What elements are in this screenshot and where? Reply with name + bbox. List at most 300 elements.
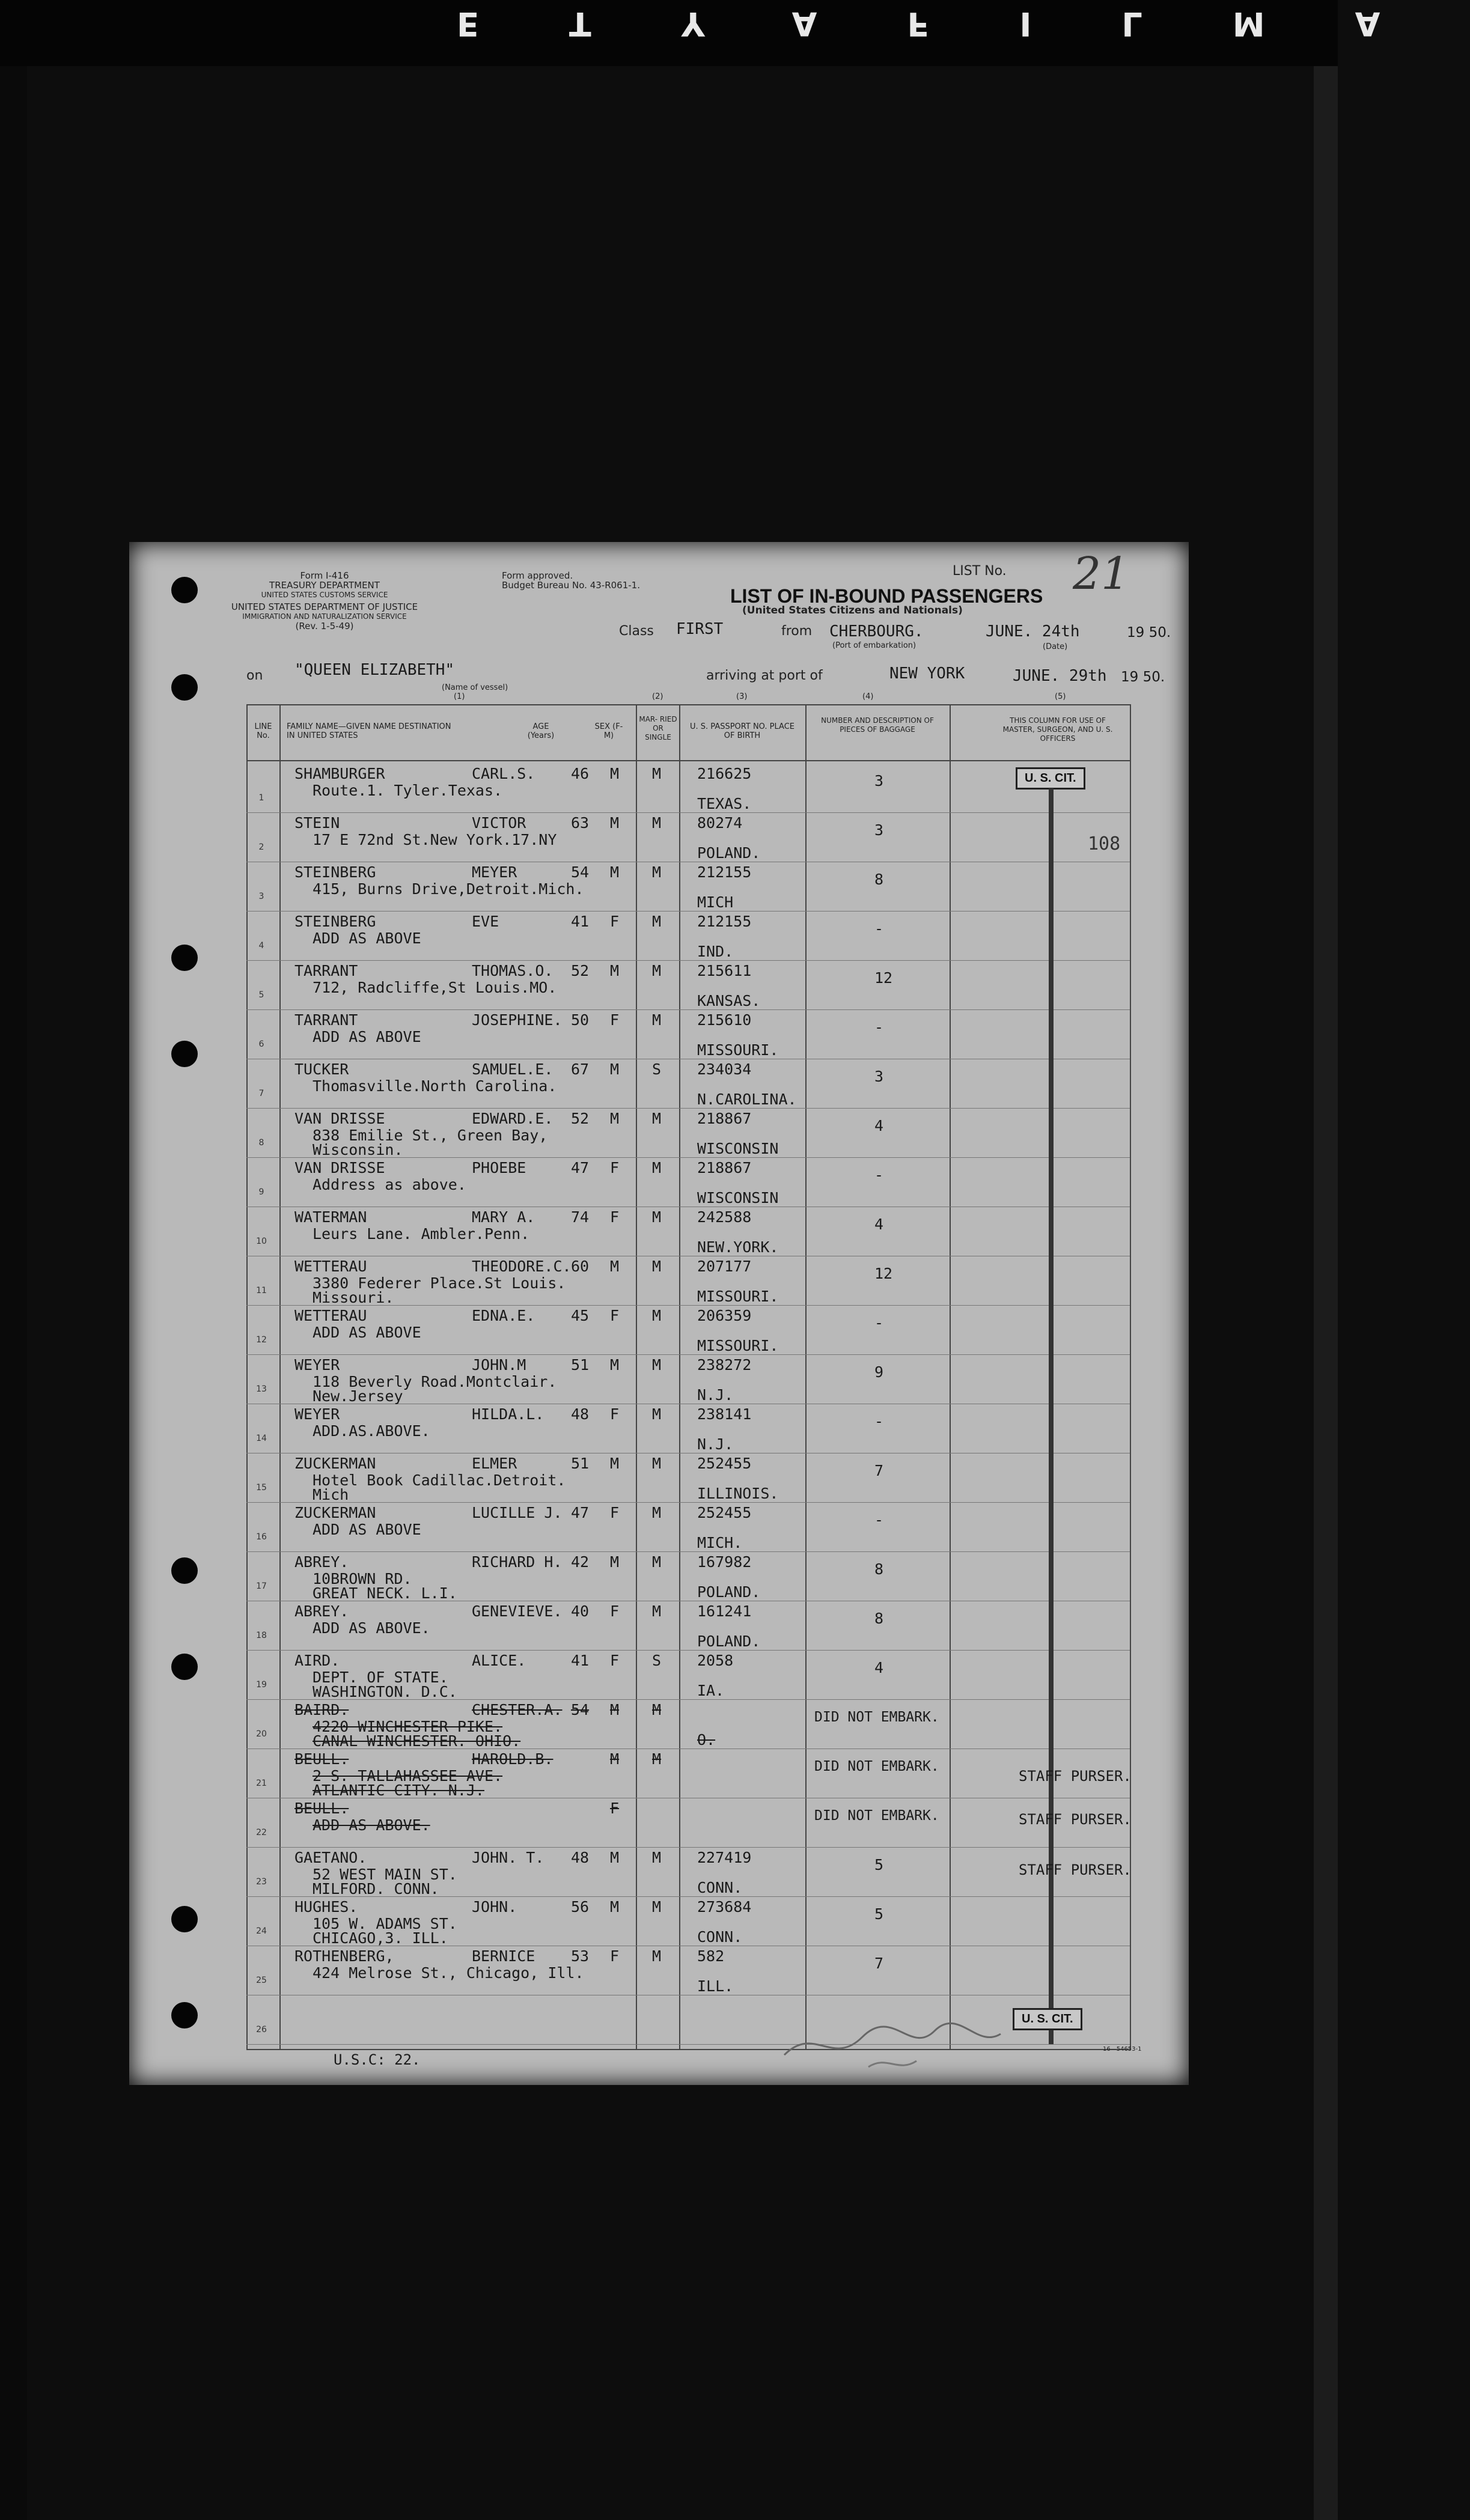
sex: F: [610, 913, 620, 930]
sex: F: [610, 1011, 620, 1029]
age: 47: [571, 1504, 590, 1521]
given-name: THOMAS.O.: [472, 962, 554, 979]
place-of-birth: ILLINOIS.: [697, 1485, 779, 1502]
destination-address-2: GREAT NECK. L.I.: [313, 1584, 457, 1602]
family-name: BAIRD.: [294, 1701, 349, 1718]
age: 51: [571, 1356, 590, 1374]
destination-address: ADD AS ABOVE: [313, 1521, 421, 1538]
destination-address: ADD AS ABOVE.: [313, 1816, 430, 1834]
marital-status: M: [652, 1258, 662, 1275]
marital-status: M: [652, 962, 662, 979]
destination-address: 3380 Federer Place.St Louis.: [313, 1274, 566, 1292]
age: 48: [571, 1405, 590, 1423]
family-name: VAN DRISSE: [294, 1110, 385, 1127]
marital-status: M: [652, 1701, 662, 1718]
us-citizen-stamp-top: U. S. CIT.: [1016, 767, 1085, 790]
sex: F: [610, 1947, 620, 1965]
given-name: ELMER: [472, 1455, 517, 1472]
baggage-count: DID NOT EMBARK.: [814, 1709, 939, 1725]
place-of-birth: N.CAROLINA.: [697, 1091, 797, 1108]
line-number: 2: [258, 842, 264, 852]
ins-service: IMMIGRATION AND NATURALIZATION SERVICE: [242, 612, 407, 621]
line-number: 16: [256, 1532, 267, 1542]
family-name: BEULL.: [294, 1750, 349, 1768]
marital-status: M: [652, 1110, 662, 1127]
passport-number: 212155: [697, 863, 752, 881]
col-num-5: (5): [1055, 692, 1066, 701]
line-number: 8: [258, 1138, 264, 1148]
family-name: ABREY.: [294, 1602, 349, 1620]
staff-purser-2: STAFF PURSER.: [1019, 1811, 1132, 1828]
departure-year: 19 50.: [1127, 625, 1171, 641]
destination-address-2: Wisconsin.: [313, 1141, 403, 1158]
marital-status: M: [652, 1405, 662, 1423]
destination-address: 4220 WINCHESTER PIKE.: [313, 1718, 503, 1735]
passport-number: 252455: [697, 1455, 752, 1472]
given-name: CHESTER.A.: [472, 1701, 563, 1718]
destination-address: 17 E 72nd St.New York.17.NY: [313, 831, 557, 848]
sex: F: [610, 1405, 620, 1423]
sex: M: [610, 765, 620, 782]
col-num-1: (1): [454, 692, 465, 701]
punch-hole: [171, 577, 198, 603]
baggage-count: -: [874, 1511, 884, 1529]
marital-status: M: [652, 1208, 662, 1226]
place-of-birth: POLAND.: [697, 1633, 761, 1650]
col-divider: [246, 704, 248, 2050]
embark-port: CHERBOURG.: [829, 622, 924, 641]
place-of-birth: N.J.: [697, 1435, 734, 1453]
passport-number: 582: [697, 1947, 725, 1965]
header-age: AGE (Years): [527, 722, 555, 740]
punch-hole: [171, 674, 198, 701]
passenger-count: 108: [1088, 833, 1121, 854]
line-number: 20: [256, 1729, 267, 1739]
arrival-date: JUNE. 29th: [1013, 667, 1107, 685]
place-of-birth: ILL.: [697, 1977, 734, 1995]
given-name: CARL.S.: [472, 765, 535, 782]
form-subtitle: (United States Citizens and Nationals): [742, 604, 963, 616]
baggage-count: 4: [874, 1117, 884, 1134]
header-passport: U. S. PASSPORT NO. PLACE OF BIRTH: [690, 722, 794, 740]
destination-address: ADD AS ABOVE: [313, 930, 421, 947]
citizen-bracket-line: [1049, 788, 1054, 2044]
family-name: BEULL.: [294, 1800, 349, 1817]
destination-address: Hotel Book Cadillac.Detroit.: [313, 1472, 566, 1489]
sex: F: [610, 1602, 620, 1620]
baggage-count: -: [874, 1018, 884, 1036]
sex: M: [610, 1258, 620, 1275]
given-name: LUCILLE J.: [472, 1504, 563, 1521]
passport-number: 80274: [697, 814, 743, 832]
age: 51: [571, 1455, 590, 1472]
list-no-label: LIST No.: [953, 564, 1007, 579]
given-name: JOHN. T.: [472, 1849, 544, 1866]
film-header-band: [0, 0, 1470, 66]
row-rule: [246, 960, 1130, 961]
given-name: RICHARD H.: [472, 1553, 563, 1571]
place-of-birth: MISSOURI.: [697, 1041, 779, 1059]
row-rule: [246, 1354, 1130, 1355]
marital-status: M: [652, 1898, 662, 1916]
line-number: 21: [256, 1779, 267, 1788]
destination-address-2: Mich: [313, 1486, 349, 1503]
line-number: 18: [256, 1631, 267, 1640]
place-of-birth: O.: [697, 1731, 716, 1748]
col-divider: [805, 704, 807, 2050]
given-name: EDWARD.E.: [472, 1110, 554, 1127]
family-name: WETTERAU: [294, 1307, 367, 1324]
sex: M: [610, 1750, 620, 1768]
justice-dept: UNITED STATES DEPARTMENT OF JUSTICE: [231, 601, 418, 612]
age: 52: [571, 1110, 590, 1127]
col-num-4: (4): [862, 692, 874, 701]
destination-address: ADD AS ABOVE.: [313, 1619, 430, 1637]
col-divider: [279, 704, 281, 2050]
place-of-birth: TEXAS.: [697, 795, 752, 812]
given-name: JOSEPHINE.: [472, 1011, 563, 1029]
family-name: ZUCKERMAN: [294, 1455, 376, 1472]
passport-number: 212155: [697, 913, 752, 930]
age: 52: [571, 962, 590, 979]
family-name: STEINBERG: [294, 913, 376, 930]
destination-address: Thomasville.North Carolina.: [313, 1077, 557, 1095]
line-number: 19: [256, 1680, 267, 1690]
family-name: VAN DRISSE: [294, 1159, 385, 1176]
line-number: 11: [256, 1286, 267, 1295]
place-of-birth: IA.: [697, 1682, 725, 1699]
family-name: ROTHENBERG,: [294, 1947, 394, 1965]
baggage-count: 8: [874, 1610, 884, 1627]
line-number: 4: [258, 941, 264, 951]
baggage-count: 7: [874, 1955, 884, 1972]
col-num-3: (3): [736, 692, 748, 701]
form-title: LIST OF IN-BOUND PASSENGERS: [730, 585, 1043, 607]
baggage-count: 5: [874, 1905, 884, 1923]
place-of-birth: MICH: [697, 893, 734, 911]
row-rule: [246, 1847, 1130, 1848]
place-of-birth: IND.: [697, 943, 734, 960]
destination-address: 52 WEST MAIN ST.: [313, 1866, 457, 1883]
line-number: 23: [256, 1877, 267, 1887]
passport-number: 207177: [697, 1258, 752, 1275]
marital-status: M: [652, 1159, 662, 1176]
arriving-label: arriving at port of: [706, 668, 823, 683]
line-number: 26: [256, 2025, 267, 2035]
given-name: GENEVIEVE.: [472, 1602, 563, 1620]
age: 67: [571, 1061, 590, 1078]
header-baggage: NUMBER AND DESCRIPTION OF PIECES OF BAGGAGE: [821, 716, 934, 734]
sex: F: [610, 1307, 620, 1324]
punch-hole: [171, 1041, 198, 1067]
age: 50: [571, 1011, 590, 1029]
punch-hole: [171, 1654, 198, 1680]
sex: F: [610, 1504, 620, 1521]
given-name: JOHN.M: [472, 1356, 526, 1374]
destination-address: 415, Burns Drive,Detroit.Mich.: [313, 880, 584, 898]
destination-address: DEPT. OF STATE.: [313, 1669, 448, 1686]
class-value: FIRST: [676, 620, 724, 638]
sex: M: [610, 814, 620, 832]
age: 53: [571, 1947, 590, 1965]
family-name: WEYER: [294, 1405, 340, 1423]
family-name: SHAMBURGER: [294, 765, 385, 782]
passport-number: 252455: [697, 1504, 752, 1521]
given-name: SAMUEL.E.: [472, 1061, 554, 1078]
baggage-count: 8: [874, 871, 884, 888]
given-name: MEYER: [472, 863, 517, 881]
line-number: 17: [256, 1581, 267, 1591]
baggage-count: 4: [874, 1659, 884, 1676]
sex: M: [610, 1701, 620, 1718]
sex: M: [610, 962, 620, 979]
destination-address: ADD AS ABOVE: [313, 1028, 421, 1045]
footer-usc: U.S.C: 22.: [334, 2051, 421, 2068]
place-of-birth: MISSOURI.: [697, 1288, 779, 1305]
header-line-no: LINE No.: [254, 722, 272, 740]
baggage-count: -: [874, 920, 884, 937]
baggage-count: 3: [874, 1068, 884, 1085]
destination-address: ADD AS ABOVE: [313, 1324, 421, 1341]
family-name: GAETANO.: [294, 1849, 367, 1866]
punch-hole: [171, 2002, 198, 2028]
baggage-count: -: [874, 1166, 884, 1184]
destination-address: 2 S. TALLAHASSEE AVE.: [313, 1767, 503, 1785]
age: 40: [571, 1602, 590, 1620]
line-number: 10: [256, 1237, 267, 1246]
row-rule: [246, 1650, 1130, 1651]
line-number: 6: [258, 1039, 264, 1049]
passport-number: 167982: [697, 1553, 752, 1571]
destination-address: 712, Radcliffe,St Louis.MO.: [313, 979, 557, 996]
date-caption: (Date): [1043, 642, 1068, 651]
family-name: ZUCKERMAN: [294, 1504, 376, 1521]
row-rule: [246, 911, 1130, 912]
passport-number: 2058: [697, 1652, 734, 1669]
marital-status: M: [652, 1750, 662, 1768]
sex: F: [610, 1652, 620, 1669]
punch-hole: [171, 1557, 198, 1584]
punch-hole: [171, 1906, 198, 1932]
header-sex: SEX (F-M): [594, 722, 623, 740]
passport-number: 218867: [697, 1110, 752, 1127]
destination-address-2: WASHINGTON. D.C.: [313, 1683, 457, 1700]
line-number: 5: [258, 990, 264, 1000]
baggage-count: -: [874, 1413, 884, 1430]
age: 74: [571, 1208, 590, 1226]
destination-address: Route.1. Tyler.Texas.: [313, 782, 503, 799]
staff-purser-3: STAFF PURSER.: [1019, 1861, 1132, 1878]
age: 60: [571, 1258, 590, 1275]
baggage-count: 7: [874, 1462, 884, 1479]
line-number: 14: [256, 1434, 267, 1443]
film-edge-right: [1314, 0, 1338, 2520]
line-number: 24: [256, 1926, 267, 1936]
baggage-count: 12: [874, 969, 893, 987]
age: 48: [571, 1849, 590, 1866]
header-bottom-rule: [246, 760, 1130, 761]
marital-status: M: [652, 913, 662, 930]
destination-address: 10BROWN RD.: [313, 1570, 412, 1587]
vessel-caption: (Name of vessel): [442, 683, 508, 692]
sex: M: [610, 1455, 620, 1472]
age: 63: [571, 814, 590, 832]
passport-number: 161241: [697, 1602, 752, 1620]
film-header-text: ETYAFILMA: [457, 5, 1470, 43]
row-rule: [246, 1551, 1130, 1552]
marital-status: M: [652, 863, 662, 881]
row-rule: [246, 812, 1130, 813]
vessel-name: "QUEEN ELIZABETH": [294, 661, 455, 679]
col-divider: [1130, 704, 1131, 2050]
treasury-dept: TREASURY DEPARTMENT: [269, 580, 380, 591]
destination-address: 838 Emilie St., Green Bay,: [313, 1127, 548, 1144]
given-name: HAROLD.B.: [472, 1750, 554, 1768]
footer-form-code: 16—54653-1: [1103, 2046, 1142, 2053]
passport-number: 238141: [697, 1405, 752, 1423]
header-married: MAR- RIED OR SINGLE: [639, 715, 677, 741]
officer-signature: [778, 2013, 1007, 2079]
place-of-birth: POLAND.: [697, 844, 761, 862]
line-number: 25: [256, 1976, 267, 1985]
sex: M: [610, 1898, 620, 1916]
family-name: AIRD.: [294, 1652, 340, 1669]
passport-number: 227419: [697, 1849, 752, 1866]
place-of-birth: WISCONSIN: [697, 1140, 779, 1157]
sex: M: [610, 863, 620, 881]
place-of-birth: MISSOURI.: [697, 1337, 779, 1354]
family-name: WETTERAU: [294, 1258, 367, 1275]
sex: F: [610, 1208, 620, 1226]
given-name: THEODORE.C.: [472, 1258, 572, 1275]
form-revision: (Rev. 1-5-49): [295, 621, 354, 632]
line-number: 15: [256, 1483, 267, 1493]
place-of-birth: POLAND.: [697, 1583, 761, 1601]
arrival-year: 19 50.: [1121, 669, 1165, 685]
passport-number: 234034: [697, 1061, 752, 1078]
given-name: JOHN.: [472, 1898, 517, 1916]
col-divider: [679, 704, 680, 2050]
baggage-count: 12: [874, 1265, 893, 1282]
destination-address: 105 W. ADAMS ST.: [313, 1915, 457, 1932]
marital-status: M: [652, 1356, 662, 1374]
age: 41: [571, 1652, 590, 1669]
col-divider: [636, 704, 637, 2050]
age: 54: [571, 1701, 590, 1718]
sex: M: [610, 1553, 620, 1571]
line-number: 1: [258, 793, 264, 803]
family-name: TUCKER: [294, 1061, 349, 1078]
punch-hole: [171, 945, 198, 971]
row-rule: [246, 1502, 1130, 1503]
place-of-birth: KANSAS.: [697, 992, 761, 1009]
marital-status: M: [652, 1602, 662, 1620]
destination-address-2: MILFORD. CONN.: [313, 1880, 439, 1898]
marital-status: M: [652, 1849, 662, 1866]
passport-number: 273684: [697, 1898, 752, 1916]
marital-status: M: [652, 765, 662, 782]
passport-number: 216625: [697, 765, 752, 782]
passport-number: 218867: [697, 1159, 752, 1176]
us-citizen-stamp-bottom: U. S. CIT.: [1013, 2008, 1082, 2030]
header-name: FAMILY NAME—GIVEN NAME DESTINATION IN UNITED STATES: [287, 722, 451, 740]
place-of-birth: MICH.: [697, 1534, 743, 1551]
destination-address-2: CANAL WINCHESTER. OHIO.: [313, 1732, 521, 1750]
line-number: 3: [258, 892, 264, 901]
marital-status: M: [652, 1011, 662, 1029]
given-name: EDNA.E.: [472, 1307, 535, 1324]
form-approved: Form approved.: [502, 570, 573, 581]
marital-status: M: [652, 1455, 662, 1472]
age: 45: [571, 1307, 590, 1324]
place-of-birth: N.J.: [697, 1386, 734, 1404]
marital-status: M: [652, 1504, 662, 1521]
port-caption: (Port of embarkation): [832, 641, 916, 650]
age: 46: [571, 765, 590, 782]
staff-purser-1: STAFF PURSER.: [1019, 1768, 1132, 1785]
passport-number: 238272: [697, 1356, 752, 1374]
baggage-count: 3: [874, 772, 884, 790]
place-of-birth: CONN.: [697, 1879, 743, 1896]
baggage-count: 9: [874, 1363, 884, 1381]
baggage-count: 3: [874, 821, 884, 839]
destination-address: Address as above.: [313, 1176, 466, 1193]
age: 47: [571, 1159, 590, 1176]
marital-status: S: [652, 1652, 662, 1669]
line-number: 13: [256, 1384, 267, 1394]
family-name: STEINBERG: [294, 863, 376, 881]
family-name: STEIN: [294, 814, 340, 832]
sex: M: [610, 1061, 620, 1078]
family-name: WEYER: [294, 1356, 340, 1374]
departure-date: JUNE. 24th: [986, 622, 1080, 641]
manifest-sheet: [129, 542, 1189, 2085]
marital-status: S: [652, 1061, 662, 1078]
given-name: BERNICE: [472, 1947, 535, 1965]
destination-address: 118 Beverly Road.Montclair.: [313, 1373, 557, 1390]
sex: M: [610, 1849, 620, 1866]
form-number: Form I-416: [300, 570, 349, 581]
list-no-handwritten: 21: [1073, 548, 1130, 600]
marital-status: M: [652, 1307, 662, 1324]
family-name: ABREY.: [294, 1553, 349, 1571]
age: 41: [571, 913, 590, 930]
on-label: on: [246, 668, 263, 683]
marital-status: M: [652, 814, 662, 832]
family-name: HUGHES.: [294, 1898, 358, 1916]
baggage-count: DID NOT EMBARK.: [814, 1808, 939, 1824]
age: 56: [571, 1898, 590, 1916]
table-top-rule: [246, 704, 1130, 705]
destination-address-2: Missouri.: [313, 1289, 394, 1306]
baggage-count: -: [874, 1314, 884, 1332]
destination-address: Leurs Lane. Ambler.Penn.: [313, 1225, 530, 1243]
line-number: 7: [258, 1089, 264, 1098]
destination-address-2: ATLANTIC CITY. N.J.: [313, 1782, 484, 1799]
line-number: 12: [256, 1335, 267, 1345]
film-edge-left: [0, 0, 27, 2520]
col-divider: [950, 704, 951, 2050]
line-number: 22: [256, 1828, 267, 1837]
marital-status: M: [652, 1553, 662, 1571]
place-of-birth: WISCONSIN: [697, 1189, 779, 1207]
baggage-count: DID NOT EMBARK.: [814, 1759, 939, 1774]
baggage-count: 5: [874, 1856, 884, 1873]
passport-number: 206359: [697, 1307, 752, 1324]
from-label: from: [781, 624, 813, 639]
given-name: PHOEBE: [472, 1159, 526, 1176]
family-name: WATERMAN: [294, 1208, 367, 1226]
